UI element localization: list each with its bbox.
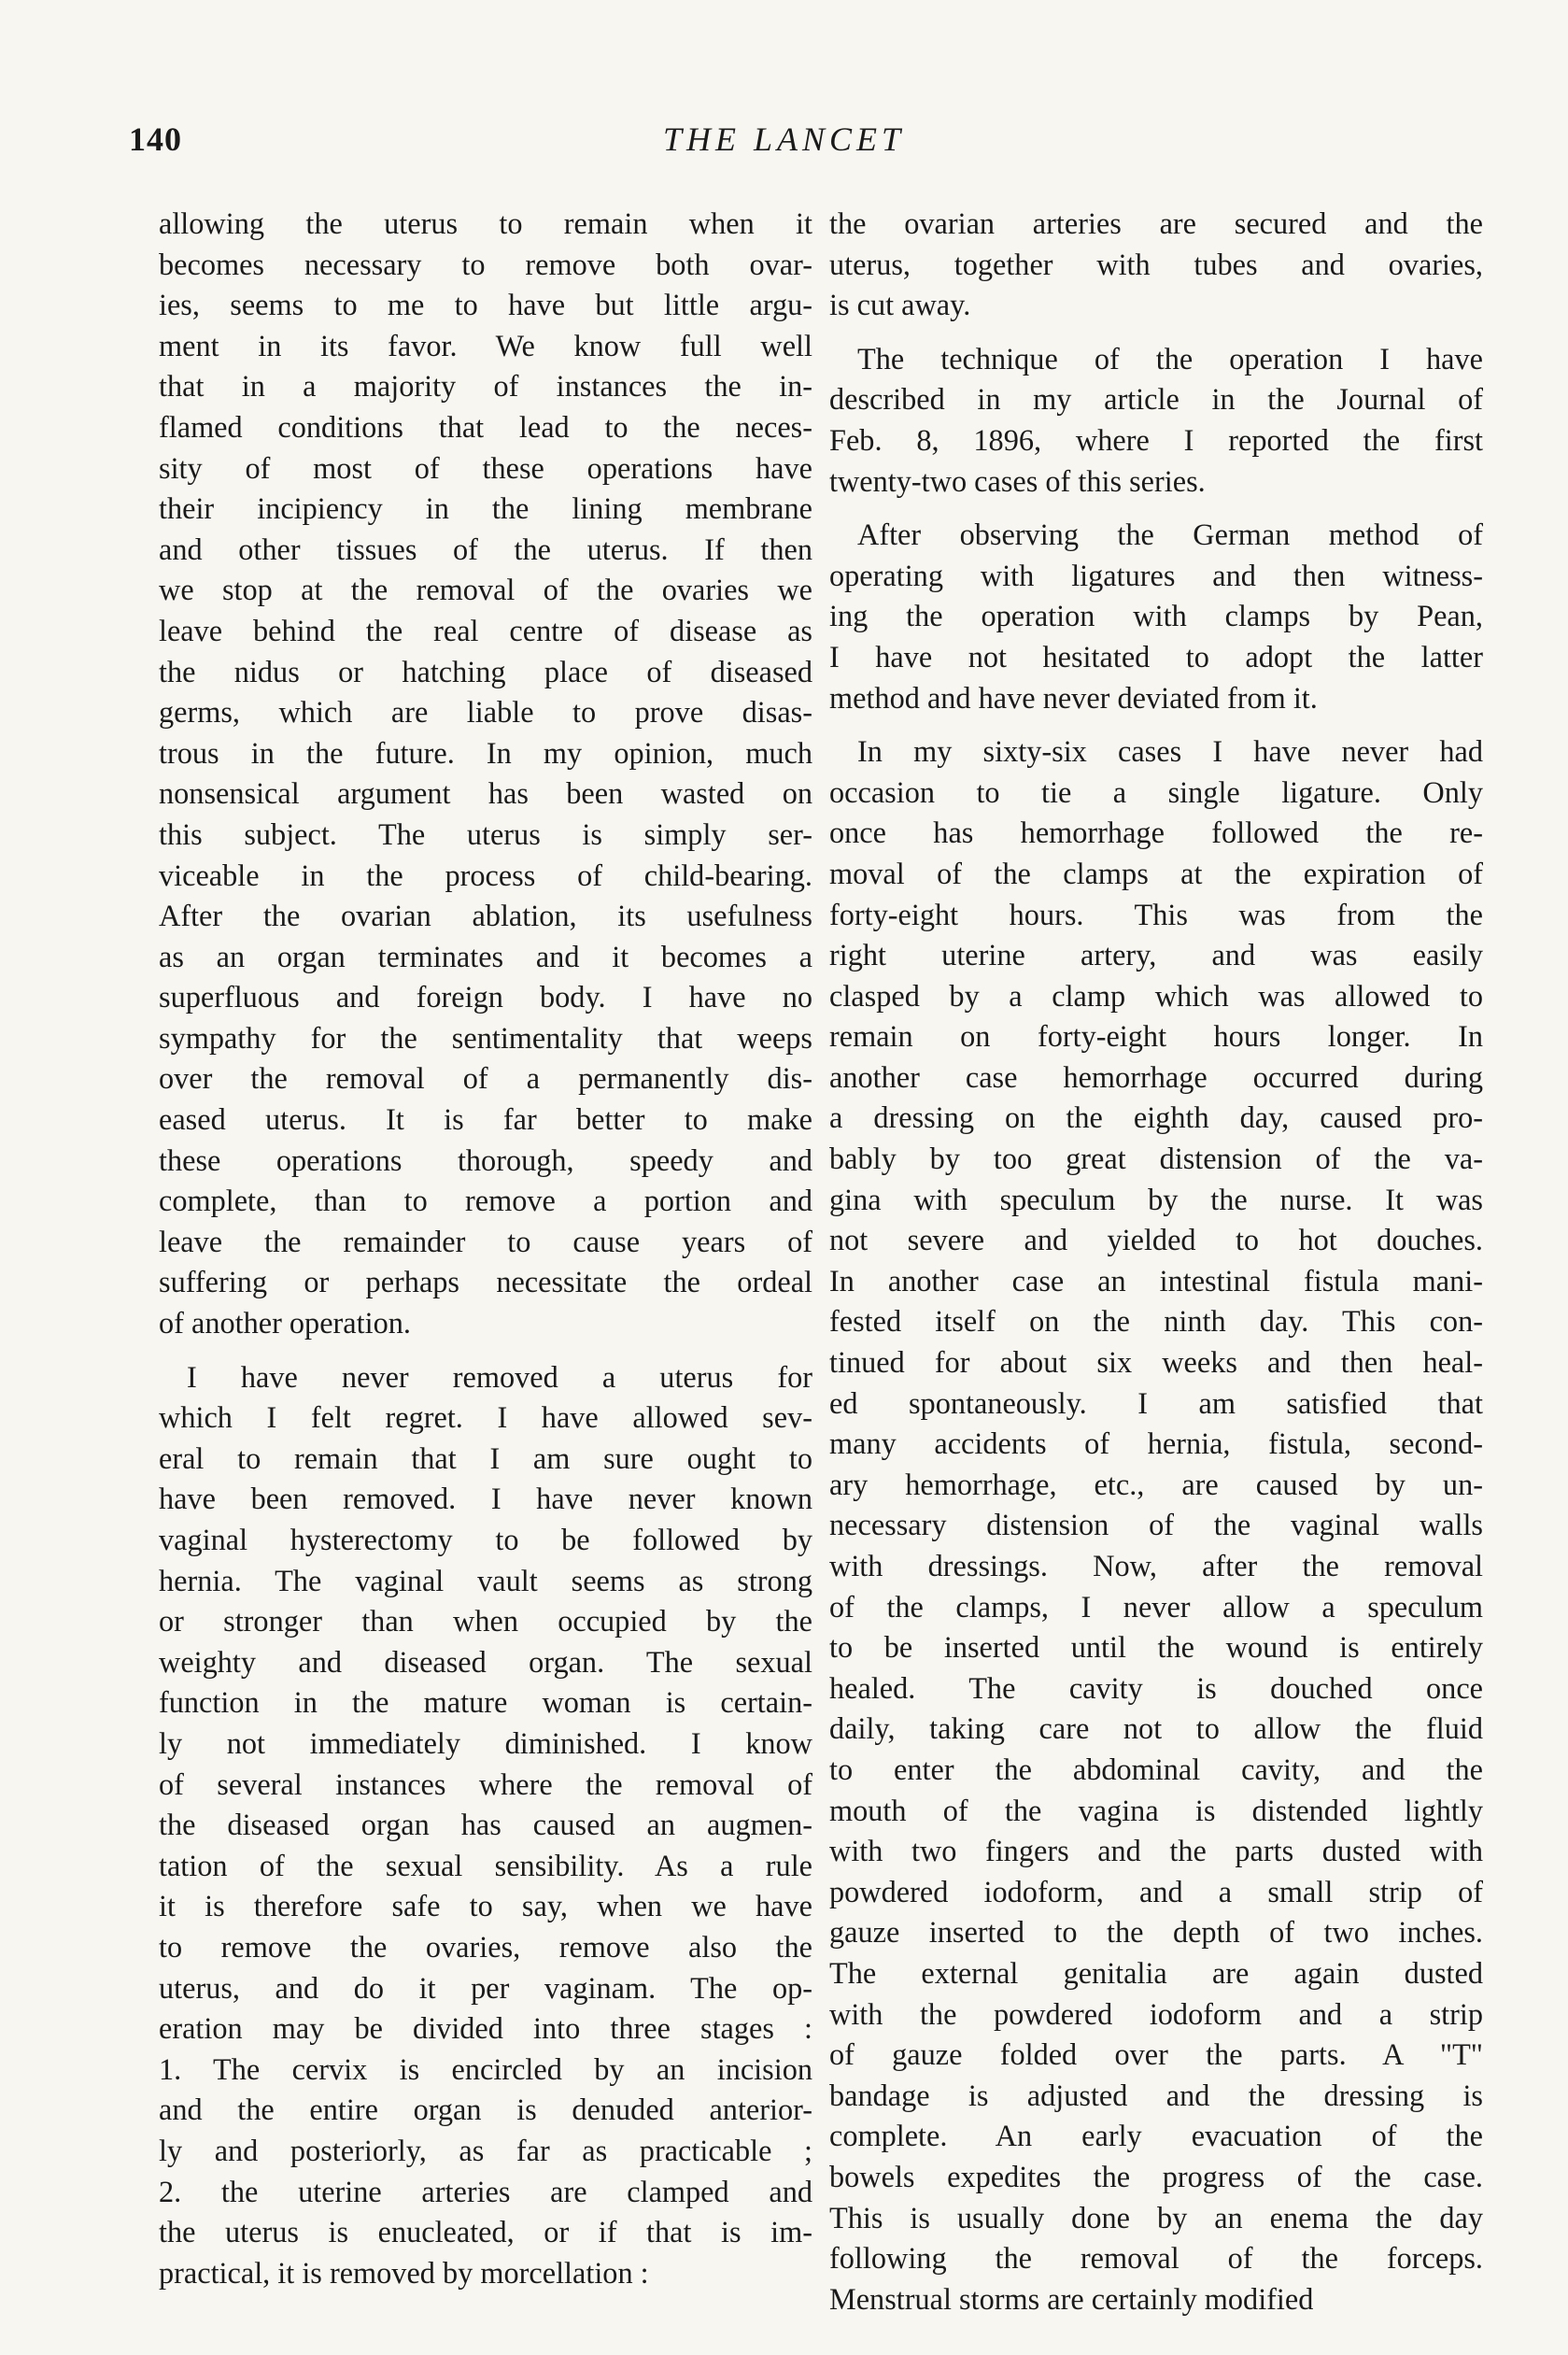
text-line: sympathy for the sentimentality that weeps [159, 1020, 812, 1055]
text-line: bably by too great distension of the va- [829, 1142, 1483, 1176]
text-line: This is usually done by an enema the day [829, 2200, 1483, 2234]
text-line: eral to remain that I am sure ought to [159, 1440, 812, 1475]
text-line: of gauze folded over the parts. A "T" [829, 2037, 1483, 2072]
text-line: and the entire organ is denuded anterior- [159, 2093, 812, 2127]
text-line: have been removed. I have never known [159, 1482, 812, 1516]
text-line: it is therefore safe to say, when we have [159, 1889, 812, 1923]
text-line: the diseased organ has caused an augmen- [159, 1808, 812, 1842]
text-line: becomes necessary to remove both ovar- [159, 247, 812, 281]
text-line: ies, seems to me to have but little argu- [159, 288, 812, 322]
text-line: to be inserted until the wound is entirely [829, 1630, 1483, 1665]
text-line: forty-eight hours. This was from the [829, 897, 1483, 931]
text-line: uterus, and do it per vaginam. The op- [159, 1970, 812, 2005]
text-line: following the removal of the forceps. [829, 2241, 1483, 2276]
text-line: ing the operation with clamps by Pean, [829, 599, 1483, 633]
paragraph [829, 204, 1483, 326]
paragraph [159, 204, 812, 1344]
page-number: 140 [129, 121, 182, 158]
text-line: and other tissues of the uterus. If then [159, 532, 812, 566]
text-line: of several instances where the removal of [159, 1766, 812, 1801]
text-line: method and have never deviated from it. [829, 680, 1318, 715]
text-line: After observing the German method of [857, 518, 1483, 552]
paragraph-gap [829, 326, 1483, 339]
paragraph [829, 731, 1483, 2320]
text-line: of the clamps, I never allow a speculum [829, 1589, 1483, 1624]
text-line: to enter the abdominal cavity, and the [829, 1752, 1483, 1786]
text-line: healed. The cavity is douched once [829, 1670, 1483, 1705]
text-line: After the ovarian ablation, its usefulness [159, 899, 812, 933]
text-line: the ovarian arteries are secured and the [829, 206, 1483, 240]
text-line: which I felt regret. I have allowed sev- [159, 1400, 812, 1435]
text-line: suffering or perhaps necessitate the ordeal [159, 1265, 812, 1299]
text-line: tinued for about six weeks and then heal- [829, 1345, 1483, 1380]
paragraph [159, 1357, 812, 2294]
text-line: Feb. 8, 1896, where I reported the first [829, 422, 1483, 457]
text-line: or stronger than when occupied by the [159, 1604, 812, 1639]
text-line: occasion to tie a single ligature. Only [829, 774, 1483, 809]
text-line: of another operation. [159, 1306, 411, 1341]
right-column [829, 204, 1483, 2320]
paragraph [829, 515, 1483, 718]
text-line: nonsensical argument has been wasted on [159, 776, 812, 811]
text-line: leave behind the real centre of disease as [159, 613, 812, 647]
text-line: these operations thorough, speedy and [159, 1142, 812, 1177]
text-line: with dressings. Now, after the removal [829, 1549, 1483, 1582]
text-line: I have not hesitated to adopt the latter [829, 639, 1483, 674]
text-line: described in my article in the Journal of [829, 382, 1483, 417]
text-line: powdered iodoform, and a small strip of [829, 1874, 1483, 1908]
text-line: the nidus or hatching place of diseased [159, 654, 812, 688]
text-line: bowels expedites the progress of the case. [829, 2159, 1483, 2193]
text-line: The external genitalia are again dusted [829, 1955, 1483, 1990]
text-line: tation of the sexual sensibility. As a rule [159, 1848, 812, 1882]
text-line: viceable in the process of child-bearing. [159, 858, 812, 892]
text-line: their incipiency in the lining membrane [159, 491, 812, 526]
paragraph-gap [829, 718, 1483, 731]
text-line: germs, which are liable to prove disas- [159, 695, 812, 730]
text-line: The technique of the operation I have [857, 341, 1483, 376]
left-column [159, 204, 812, 2293]
text-line: ment in its favor. We know full well [159, 328, 812, 362]
text-line: remain on forty-eight hours longer. In [829, 1019, 1483, 1054]
text-line: not severe and yielded to hot douches. [829, 1223, 1483, 1257]
text-line: 1. The cervix is encircled by an incision [159, 2051, 812, 2086]
text-line: bandage is adjusted and the dressing is [829, 2078, 1483, 2112]
text-line: operating with ligatures and then witness- [829, 558, 1483, 592]
text-line: twenty-two cases of this series. [829, 463, 1206, 498]
text-line: complete, than to remove a portion and [159, 1184, 812, 1218]
paragraph-gap [159, 1344, 812, 1357]
text-line: a dressing on the eighth day, caused pro- [829, 1100, 1483, 1135]
text-line: this subject. The uterus is simply ser- [159, 816, 812, 851]
text-line: with two fingers and the parts dusted with [829, 1834, 1483, 1868]
text-line: the uterus is enucleated, or if that is im- [159, 2215, 812, 2249]
text-line: daily, taking care not to allow the fluid [829, 1711, 1483, 1746]
text-line: to remove the ovaries, remove also the [159, 1929, 812, 1964]
text-line: vaginal hysterectomy to be followed by [159, 1523, 812, 1556]
text-line: I have never removed a uterus for [187, 1359, 812, 1394]
text-line: once has hemorrhage followed the re- [829, 816, 1483, 850]
text-line: In my sixty-six cases I have never had [857, 734, 1483, 769]
text-line: practical, it is removed by morcellation : [159, 2255, 649, 2290]
text-line: ly not immediately diminished. I know [159, 1725, 812, 1760]
text-line: right uterine artery, and was easily [829, 938, 1483, 972]
journal-title: THE LANCET [662, 121, 906, 158]
text-line: over the removal of a permanently dis- [159, 1061, 812, 1096]
text-line: superfluous and foreign body. I have no [159, 980, 812, 1014]
text-line: eased uterus. It is far better to make [159, 1102, 812, 1137]
text-line: is cut away. [829, 288, 971, 322]
text-line: Menstrual storms are certainly modified [829, 2281, 1314, 2316]
text-line: 2. the uterine arteries are clamped and [159, 2174, 812, 2208]
text-line: In another case an intestinal fistula mani- [829, 1263, 1483, 1298]
text-line: many accidents of hernia, fistula, second- [829, 1426, 1483, 1461]
text-line: fested itself on the ninth day. This con- [829, 1304, 1483, 1339]
text-line: gauze inserted to the depth of two inches. [829, 1915, 1483, 1950]
text-line: flamed conditions that lead to the neces- [159, 409, 812, 444]
text-line: uterus, together with tubes and ovaries, [829, 247, 1483, 281]
page-header [0, 120, 1568, 166]
text-line: function in the mature woman is certain- [159, 1685, 812, 1720]
text-line: sity of most of these operations have [159, 450, 812, 485]
text-line: clasped by a clamp which was allowed to [829, 978, 1483, 1013]
text-line: ed spontaneously. I am satisfied that [829, 1385, 1483, 1420]
paragraph [829, 339, 1483, 502]
text-line: hernia. The vaginal vault seems as strong [159, 1563, 812, 1597]
text-line: we stop at the removal of the ovaries we [159, 573, 812, 607]
text-line: another case hemorrhage occurred during [829, 1059, 1483, 1094]
text-line: trous in the future. In my opinion, much [159, 735, 812, 770]
text-line: mouth of the vagina is distended lightly [829, 1793, 1483, 1827]
text-line: that in a majority of instances the in- [159, 369, 812, 404]
paragraph-gap [829, 502, 1483, 515]
text-line: ary hemorrhage, etc., are caused by un- [829, 1467, 1483, 1501]
text-line: weighty and diseased organ. The sexual [159, 1644, 812, 1679]
text-line: ly and posteriorly, as far as practicable ; [159, 2133, 812, 2167]
text-line: eration may be divided into three stages : [159, 2011, 812, 2046]
text-line: leave the remainder to cause years of [159, 1224, 812, 1258]
text-line: necessary distension of the vaginal walls [829, 1508, 1483, 1542]
text-line: allowing the uterus to remain when it [159, 206, 812, 240]
text-line: gina with speculum by the nurse. It was [829, 1182, 1483, 1216]
text-line: moval of the clamps at the expiration of [829, 856, 1483, 890]
text-line: complete. An early evacuation of the [829, 2119, 1483, 2153]
text-line: with the powdered iodoform and a strip [829, 1996, 1483, 2031]
text-line: as an organ terminates and it becomes a [159, 939, 812, 973]
